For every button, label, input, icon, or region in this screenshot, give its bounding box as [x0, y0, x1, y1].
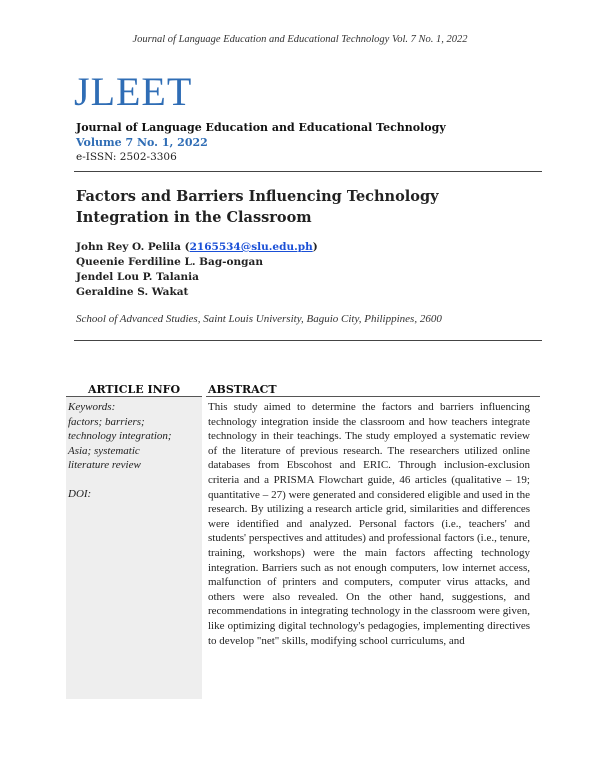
keywords-line: factors; barriers; — [68, 415, 145, 428]
author-1 — [76, 240, 318, 255]
email-paren-close: ) — [312, 241, 318, 253]
authors-divider — [74, 340, 542, 341]
keywords-line: Asia; systematic — [68, 444, 140, 457]
journal-volume: Volume 7 No. 1, 2022 — [76, 136, 208, 149]
author-1-email-link[interactable]: 2165534@slu.edu.ph — [189, 241, 313, 253]
email-paren-open: ( — [180, 241, 190, 253]
author-3: Jendel Lou P. Talania — [76, 271, 199, 283]
affiliation: School of Advanced Studies, Saint Louis University, Baguio City, Philippines, 2600 — [76, 313, 442, 325]
journal-name: Journal of Language Education and Educational Technology — [76, 121, 446, 134]
running-header: Journal of Language Education and Educational Technology Vol. 7 No. 1, 2022 — [132, 34, 468, 45]
author-1-name: John Rey O. Pelila — [76, 241, 181, 253]
author-4: Geraldine S. Wakat — [76, 286, 189, 298]
article-info-heading: ARTICLE INFO — [87, 383, 181, 396]
abstract-text: This study aimed to determine the factors and barriers influencing technology integration inside the classroom and how teachers integrate technology in their teachings. The study employed a systematic review of the literature of previous research. The researchers utilized online databases from Ebscohost and ERIC. Through inclusion-exclusion criteria and a PRISMA Flowchart guide, 46 articles (qualitative – 19; quantitative – 27) were generated and considered eligible and used in the research. By utilizing a research article grid, similarities and differences were identified and analyzed. Personal factors (i.e., teachers' and students' perspectives and attitudes) and professional factors (i.e., tenure, training, workshops) were the main factors affecting technology integration. Barriers such as not enough computers, low internet access, malfunction of printers and computers, computer virus attacks, and others were also revealed. On the other hand, suggestions, and recommendations in integrating technology in the classroom were given, like optimizing digital technology's pedagogies, implementing directives to develop "net" skills, modifying school curriculums, and — [208, 401, 530, 647]
keywords-label: Keywords: — [68, 401, 116, 413]
keywords-block — [68, 400, 198, 473]
journal-issn: e-ISSN: 2502-3306 — [76, 151, 177, 163]
header-divider — [74, 171, 542, 172]
paper-title: Factors and Barriers Influencing Technology Integration in the Classroom — [76, 188, 439, 226]
doi-label: DOI: — [68, 488, 92, 500]
keywords-line: literature review — [68, 459, 141, 472]
author-2: Queenie Ferdiline L. Bag-ongan — [76, 256, 263, 268]
keywords-line: technology integration; — [68, 430, 172, 443]
abstract-heading: ABSTRACT — [208, 383, 277, 396]
journal-logo: JLEET — [74, 69, 193, 114]
author-list — [76, 240, 318, 300]
abstract-divider — [206, 396, 540, 397]
